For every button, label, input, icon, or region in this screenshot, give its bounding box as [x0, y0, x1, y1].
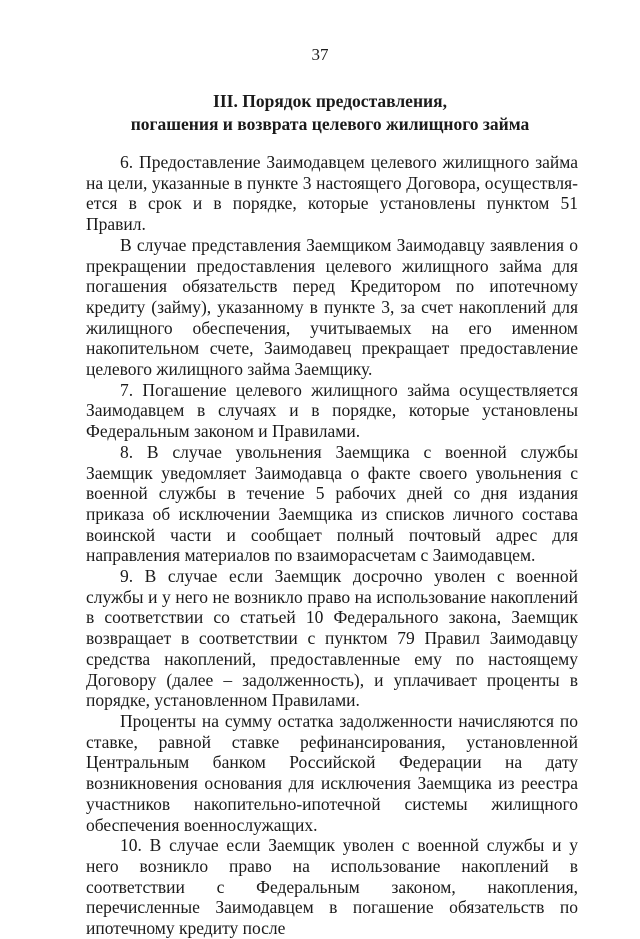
document-body	[86, 152, 578, 939]
paragraph-10: 10. В случае если Заемщик уволен с военной службы и у него возникло право на использование накоплений в соответствии с Федеральным законом, накопления, перечисленные Заимодавцем в погашение обязательств по ипотечному кредиту после	[86, 835, 578, 939]
paragraph-9-interest: Проценты на сумму остатка задолженности начисляются по ставке, равной ставке рефинансирования, установленной Центральным банком Российской Федерации на дату возникновения основания для исключения Заемщика из реестра участников накопительно-ипотечной системы жилищного обеспечения военнослужащих.	[86, 710, 578, 835]
paragraph-7: 7. Погашение целевого жилищного займа осуществляется Заимодавцем в случаях и в порядке, которые установлены Федеральным законом и Правилами.	[86, 379, 578, 442]
paragraph-6-continuation: В случае представления Заемщиком Заимодавцу заявления о прекращении предоставления целевого жилищного займа для погашения обязательств перед Кредитором по ипотечному кредиту (займу), указанному в пункте 3, за счет накоплений для жилищного обеспечения, учитываемых на его именном накопительном счете, Заимодавец прекращает предоставление целевого жилищного займа Заемщику.	[86, 234, 578, 380]
paragraph-6: 6. Предоставление Заимодавцем целевого жилищного займа на цели, указанные в пункте 3 настоящего Договора, осуществляется в срок и в порядке, которые установлены пунктом 51 Правил.	[86, 152, 578, 235]
section-heading	[80, 90, 580, 136]
section-heading-line-2: погашения и возврата целевого жилищного займа	[130, 114, 530, 134]
section-heading-line-1: III. Порядок предоставления,	[213, 91, 447, 111]
page-number: 37	[311, 45, 329, 64]
paragraph-8: 8. В случае увольнения Заемщика с военной службы Заемщик уведомляет Заимодавца о факте своего увольнения с военной службы в течение 5 рабочих дней со дня издания приказа об исключении Заемщика из списков личного состава воинской части и сообщает полный почтовый адрес для направления материалов по взаиморасчетам с Заимодавцем.	[86, 441, 578, 566]
paragraph-9: 9. В случае если Заемщик досрочно уволен с военной службы и у него не возникло право на использование накоплений в соответствии со статьей 10 Федерального закона, Заемщик возвращает в соответствии с пунктом 79 Правил Заимодавцу средства накоплений, предоставленные ему по настоящему Договору (далее – задолженность), и уплачивает проценты в порядке, установленном Правилами.	[86, 566, 578, 711]
